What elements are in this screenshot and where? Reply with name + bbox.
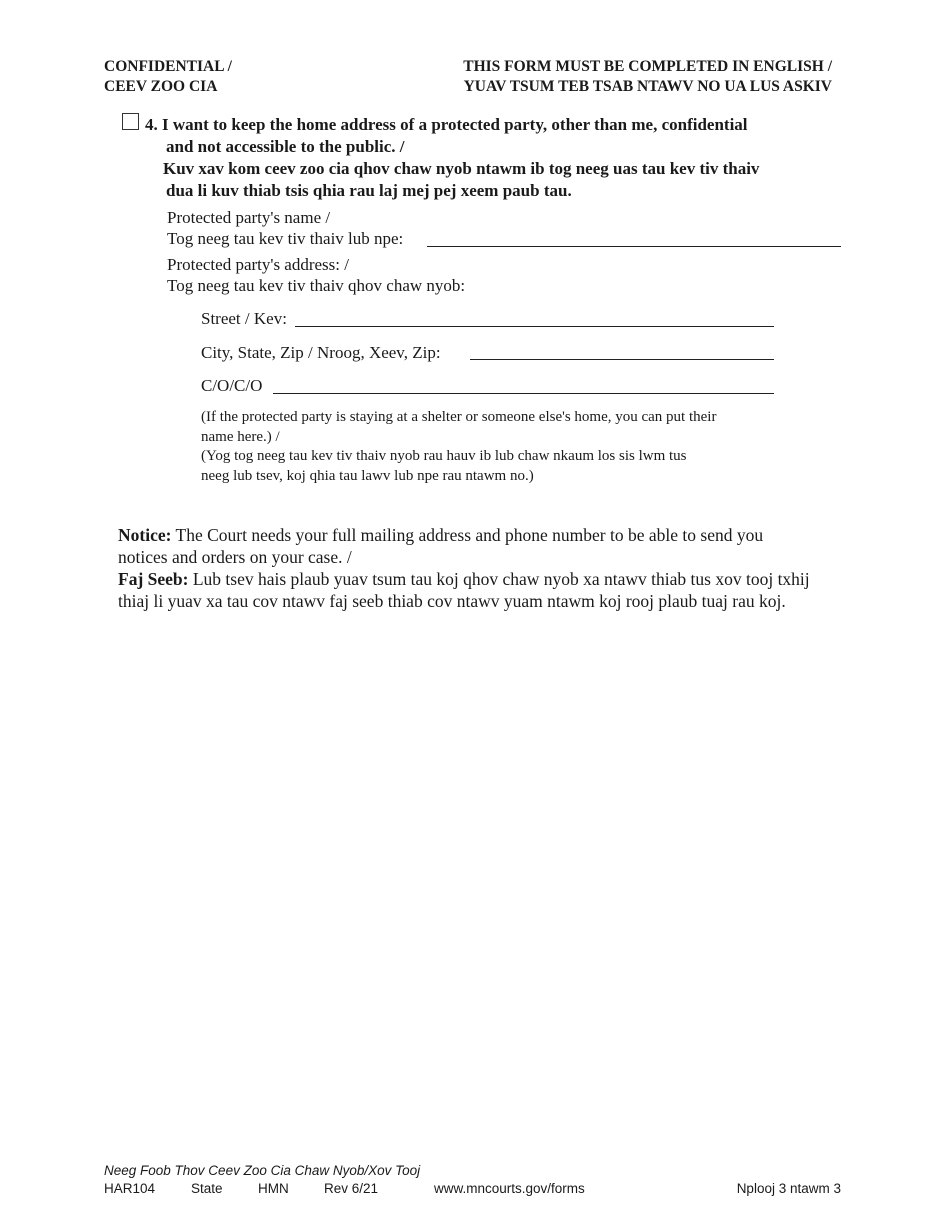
shelter-note-hmn-line1: (Yog tog neeg tau kev tiv thaiv nyob rau hauv ib lub chaw nkaum los sis lwm tus bbox=[201, 448, 687, 464]
protected-name-label-hmn: Tog neeg tau kev tiv thaiv lub npe: bbox=[167, 229, 404, 248]
shelter-note-hmn-line2: neeg lub tsev, koj qhia tau lawv lub npe rau ntawm no.) bbox=[201, 467, 534, 484]
protected-address-label-en: Protected party's address: / bbox=[167, 255, 349, 274]
item-4-title-line2: and not accessible to the public. / bbox=[166, 137, 405, 156]
shelter-note-en-line2: name here.) / bbox=[201, 428, 280, 445]
protected-address-label bbox=[167, 254, 465, 296]
item-4-title bbox=[145, 114, 825, 158]
english-notice-hmn: YUAV TSUM TEB TSAB NTAWV NO UA LUS ASKIV bbox=[463, 78, 832, 95]
footer-language: HMN bbox=[258, 1181, 289, 1196]
confidential-label-en: CONFIDENTIAL / bbox=[104, 58, 232, 75]
protected-name-label bbox=[167, 207, 403, 249]
notice-hmn-text1: Lub tsev hais plaub yuav tsum tau koj qhov chaw nyob xa ntawv thiab tus xov tooj txhij bbox=[188, 569, 810, 589]
notice-hmn-line1 bbox=[118, 568, 838, 590]
care-of-field[interactable] bbox=[273, 393, 774, 394]
notice-hmn-text2: thiaj li yuav xa tau cov ntawv faj seeb thiab cov ntawv yuam ntawm koj rooj plaub tuaj rau koj. bbox=[118, 591, 786, 611]
item-4-subtitle-hmn bbox=[163, 158, 843, 202]
english-notice-en: THIS FORM MUST BE COMPLETED IN ENGLISH / bbox=[463, 58, 832, 75]
notice-hmn-heading: Faj Seeb: bbox=[118, 569, 189, 589]
notice-en-heading: Notice: bbox=[118, 525, 172, 545]
shelter-note bbox=[201, 408, 791, 486]
confidential-label-hmn: CEEV ZOO CIA bbox=[104, 78, 218, 95]
item-4-checkbox[interactable] bbox=[122, 113, 139, 130]
notice-en-text1: The Court needs your full mailing address and phone number to be able to send you bbox=[171, 525, 764, 545]
court-notice bbox=[118, 524, 838, 612]
confidential-header bbox=[104, 57, 232, 97]
protected-name-label-en: Protected party's name / bbox=[167, 208, 331, 227]
city-state-zip-label: City, State, Zip / Nroog, Xeev, Zip: bbox=[201, 343, 441, 362]
item-4-sub-line1: Kuv xav kom ceev zoo cia qhov chaw nyob ntawm ib tog neeg uas tau kev tiv thaiv bbox=[163, 159, 760, 178]
care-of-label: C/O/C/O bbox=[201, 376, 263, 395]
notice-en-text2: notices and orders on your case. / bbox=[118, 547, 352, 567]
street-label: Street / Kev: bbox=[201, 309, 287, 328]
item-4-title-line1: 4. I want to keep the home address of a protected party, other than me, confidential bbox=[145, 115, 748, 134]
item-4-sub-line2: dua li kuv thiab tsis qhia rau laj mej pej xeem paub tau. bbox=[166, 181, 572, 200]
protected-address-label-hmn: Tog neeg tau kev tiv thaiv qhov chaw nyob: bbox=[167, 276, 466, 295]
city-state-zip-field[interactable] bbox=[470, 359, 774, 360]
footer-state: State bbox=[191, 1181, 223, 1196]
notice-en-line1 bbox=[118, 524, 838, 546]
footer-page-number: Nplooj 3 ntawm 3 bbox=[736, 1181, 841, 1196]
shelter-note-en-line1: (If the protected party is staying at a shelter or someone else's home, you can put their bbox=[201, 409, 717, 425]
footer-form-title: Neeg Foob Thov Ceev Zoo Cia Chaw Nyob/Xov Tooj bbox=[104, 1163, 421, 1178]
footer-url[interactable]: www.mncourts.gov/forms bbox=[434, 1181, 585, 1196]
protected-name-field[interactable] bbox=[427, 246, 841, 247]
footer-form-id: HAR104 bbox=[104, 1181, 156, 1196]
street-field[interactable] bbox=[295, 326, 774, 327]
english-notice-header bbox=[463, 57, 832, 97]
footer-revision: Rev 6/21 bbox=[324, 1181, 379, 1196]
